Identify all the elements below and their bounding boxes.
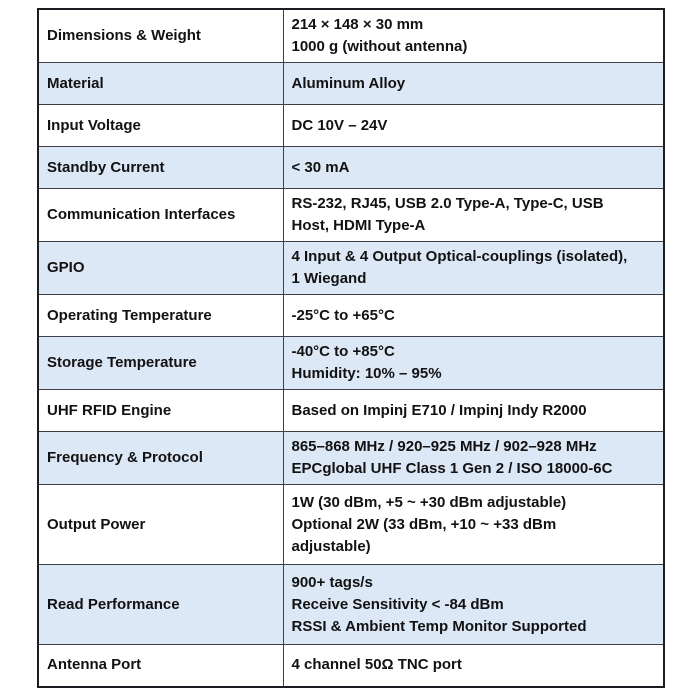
table-row: [38, 242, 664, 295]
spec-label-cell: [38, 105, 283, 147]
spec-label: Operating Temperature: [47, 306, 212, 324]
spec-value-cell: [283, 390, 664, 432]
table-row: [38, 63, 664, 105]
spec-value-line: 1000 g (without antenna): [291, 38, 468, 55]
spec-value-cell: [283, 105, 664, 147]
spec-label: Standby Current: [47, 158, 165, 176]
spec-value-cell: [283, 645, 664, 687]
spec-value-line: Aluminum Alloy: [291, 74, 406, 92]
spec-value-cell: [283, 189, 664, 242]
spec-value-line: 900+ tags/s: [291, 573, 373, 591]
spec-label-cell: [38, 565, 283, 645]
spec-value-cell: [283, 63, 664, 105]
table-row: [38, 645, 664, 687]
spec-label: Read Performance: [47, 595, 180, 613]
spec-value-cell: [283, 432, 664, 485]
spec-label-cell: [38, 189, 283, 242]
table-row: [38, 9, 664, 63]
spec-value-line: Host, HDMI Type-A: [291, 217, 426, 234]
spec-table: [37, 8, 665, 688]
table-row: [38, 337, 664, 390]
spec-value-cell: [283, 147, 664, 189]
spec-value-cell: [283, 295, 664, 337]
spec-value-line: 865–868 MHz / 920–925 MHz / 902–928 MHz: [291, 438, 597, 455]
spec-value-line: 214 × 148 × 30 mm: [291, 16, 424, 33]
spec-value-line: adjustable): [291, 537, 371, 555]
spec-value-line: EPCglobal UHF Class 1 Gen 2 / ISO 18000-6C: [291, 460, 613, 477]
spec-label-cell: [38, 337, 283, 390]
spec-value-line: DC 10V – 24V: [291, 116, 388, 134]
table-row: [38, 485, 664, 565]
spec-value-line: RS-232, RJ45, USB 2.0 Type-A, Type-C, USB: [291, 195, 604, 212]
spec-value-line: -25°C to +65°C: [291, 306, 395, 324]
spec-label: Output Power: [47, 515, 146, 533]
table-row: [38, 295, 664, 337]
spec-value-line: 1W (30 dBm, +5 ~ +30 dBm adjustable): [291, 493, 567, 511]
table-row: [38, 390, 664, 432]
spec-label: Input Voltage: [47, 116, 141, 134]
spec-value-line: -40°C to +85°C: [291, 343, 395, 360]
spec-label-cell: [38, 390, 283, 432]
spec-label-cell: [38, 645, 283, 687]
spec-value-line: Humidity: 10% – 95%: [291, 365, 442, 382]
table-row: [38, 147, 664, 189]
spec-label-cell: [38, 9, 283, 63]
table-row: [38, 432, 664, 485]
spec-label: Storage Temperature: [47, 354, 197, 371]
spec-value-cell: [283, 485, 664, 565]
table-row: [38, 565, 664, 645]
spec-value-line: 4 Input & 4 Output Optical-couplings (isolated),: [291, 248, 628, 265]
table-row: [38, 105, 664, 147]
spec-value-line: 1 Wiegand: [291, 270, 367, 287]
spec-label: Material: [47, 74, 104, 92]
spec-value-line: 4 channel 50Ω TNC port: [291, 656, 462, 674]
spec-value-line: Based on Impinj E710 / Impinj Indy R2000: [291, 401, 587, 419]
spec-label: GPIO: [47, 259, 85, 276]
spec-value-line: < 30 mA: [291, 158, 350, 176]
spec-value-line: Optional 2W (33 dBm, +10 ~ +33 dBm: [291, 515, 557, 533]
spec-value-cell: [283, 9, 664, 63]
spec-value-cell: [283, 565, 664, 645]
spec-label: UHF RFID Engine: [47, 401, 172, 419]
spec-label: Dimensions & Weight: [47, 27, 201, 44]
table-row: [38, 189, 664, 242]
spec-value-cell: [283, 242, 664, 295]
spec-table-body: [38, 9, 664, 687]
spec-label-cell: [38, 485, 283, 565]
spec-label-cell: [38, 295, 283, 337]
spec-label: Communication Interfaces: [47, 206, 236, 223]
spec-label: Antenna Port: [47, 656, 142, 674]
spec-label-cell: [38, 432, 283, 485]
spec-label-cell: [38, 242, 283, 295]
spec-label: Frequency & Protocol: [47, 449, 203, 466]
spec-label-cell: [38, 147, 283, 189]
spec-value-line: RSSI & Ambient Temp Monitor Supported: [291, 617, 587, 635]
spec-value-cell: [283, 337, 664, 390]
spec-value-line: Receive Sensitivity < -84 dBm: [291, 595, 504, 613]
spec-label-cell: [38, 63, 283, 105]
